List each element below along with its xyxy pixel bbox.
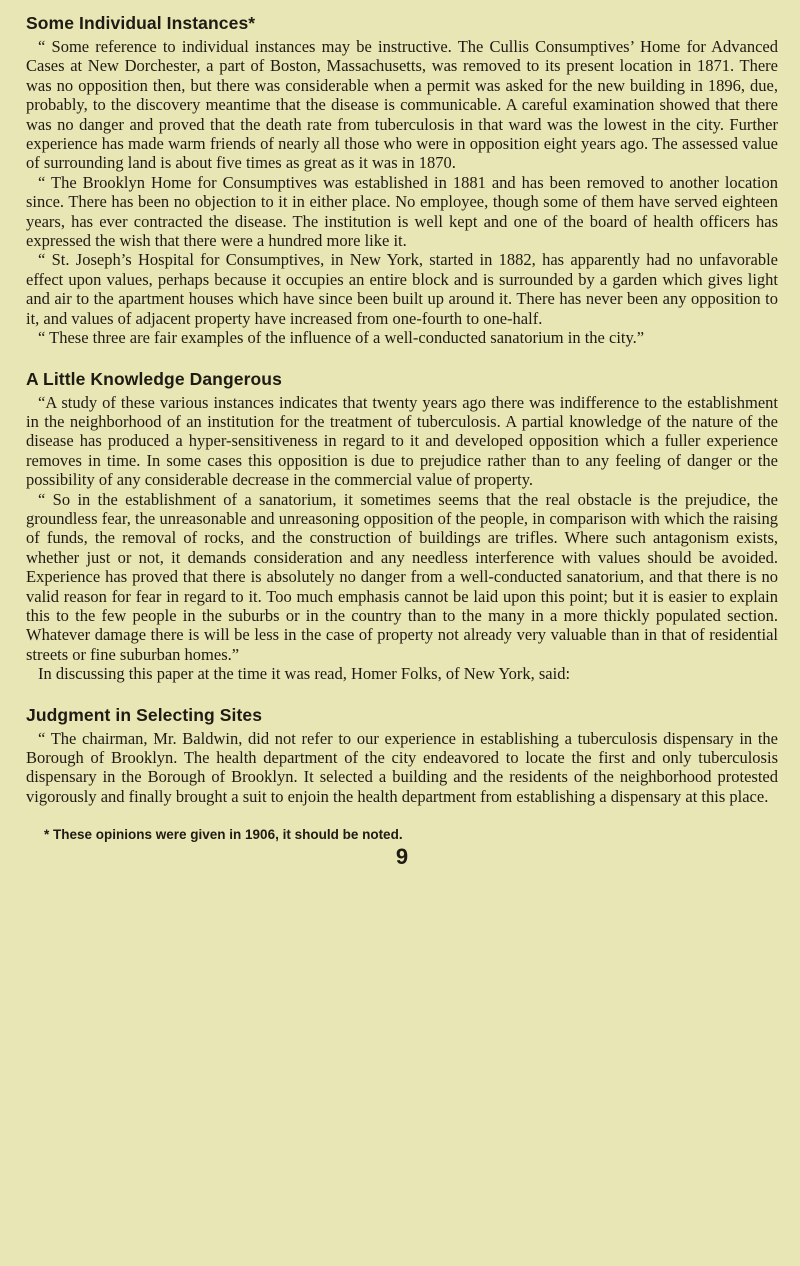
paragraph: In discussing this paper at the time it was read, Homer Folks, of New York, said: (38, 664, 571, 684)
footnote: * These opinions were given in 1906, it should be noted. (44, 827, 403, 843)
paragraph: “A study of these various instances indicates that twenty years ago there was indifference to the establishment in the neighborhood of an institution for the treatment of tuberculosis. A partial knowledge of the nature of the disease has produced a hyper-sensitiveness in regard to it and developed opposition which a fuller experience removes in time. In some cases this opposition is due to prejudice rather than to any feeling of danger or the possibility of any considerable decrease in the commercial value of property. (26, 392, 778, 490)
paragraph: “ Some reference to individual instances may be instructive. The Cullis Consumptives’ Home for Advanced Cases at New Dorchester, a part of Boston, Massachusetts, was removed to its present location in 1871. There was no opposition then, but there was considerable when a permit was asked for the new building in 1896, due, probably, to the discovery meantime that the disease is communicable. A careful examination showed that there was no danger and proved that the death rate from tuberculosis in that ward was the lowest in the city. Further experience has made warm friends of nearly all those who were in opposition eight years ago. The assessed value of surrounding land is about five times as great as it was in 1870. (26, 37, 778, 173)
section-heading: Some Individual Instances* (26, 13, 256, 33)
section-little-knowledge (26, 368, 778, 684)
paragraph: “ So in the establishment of a sanatorium, it sometimes seems that the real obstacle is the prejudice, the groundless fear, the unreasonable and unreasoning opposition of the people, in comparison with which the raising of funds, the removal of rocks, and the construction of buildings are trifles. Where such antagonism exists, whether just or not, it demands consideration and any needless interference with values should be avoided. Experience has proved that there is absolutely no danger from a well-conducted sanatorium, and that there is no valid reason for fear in regard to it. Too much emphasis cannot be laid upon this point; but it is easier to explain this to the few people in the suburbs or in the country than to the many in a more thickly populated section. Whatever damage there is will be less in the case of property not already very valuable than in that of residential streets or fine suburban homes.” (26, 489, 778, 664)
paragraph: “ St. Joseph’s Hospital for Consumptives, in New York, started in 1882, has apparently had no unfavorable effect upon values, perhaps because it occupies an entire block and is surrounded by a garden which gives light and air to the apartment houses which have since been built up around it. There has never been any opposition to it, and values of adjacent property have increased from one-fourth to one-half. (26, 250, 778, 328)
section-heading: Judgment in Selecting Sites (26, 704, 263, 725)
page-number: 9 (395, 844, 409, 870)
document-page (26, 12, 778, 869)
section-individual-instances (26, 12, 778, 348)
section-selecting-sites (26, 704, 778, 807)
paragraph: “ The chairman, Mr. Baldwin, did not refer to our experience in establishing a tuberculosis dispensary in the Borough of Brooklyn. The health department of the city endeavored to locate the first and only tuberculosis dispensary in the Borough of Brooklyn. It selected a building and the residents of the neighborhood protested vigorously and finally brought a suit to enjoin the health department from establishing a dispensary at this place. (26, 728, 778, 806)
paragraph: “ These three are fair examples of the influence of a well-conducted sanatorium in the city.” (38, 328, 645, 348)
section-heading: A Little Knowledge Dangerous (26, 368, 282, 389)
paragraph: “ The Brooklyn Home for Consumptives was established in 1881 and has been removed to another location since. There has been no objection to it in either place. No employee, though some of them have served eighteen years, has ever contracted the disease. The institution is well kept and one of the board of health officers has expressed the wish that there were a hundred more like it. (26, 172, 778, 251)
